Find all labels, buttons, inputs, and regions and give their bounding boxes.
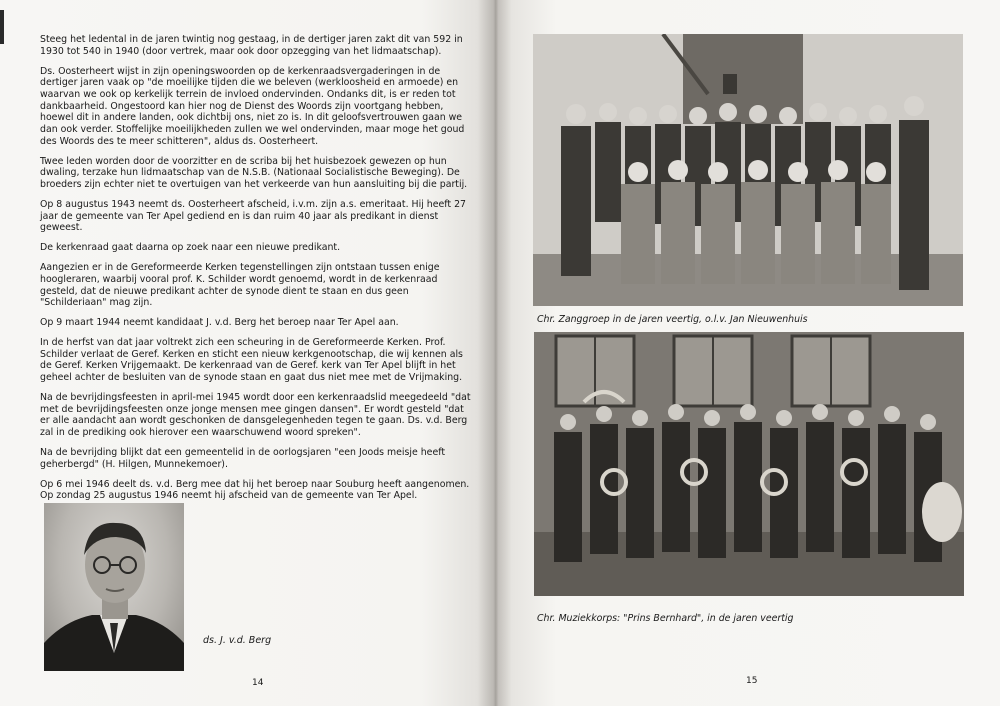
band-photo-caption: Chr. Muziekkorps: "Prins Bernhard", in de jaren veertig xyxy=(537,613,794,624)
page-number-right: 15 xyxy=(746,676,758,686)
paragraph: Ds. Oosterheert wijst in zijn openingswoorden op de kerkenraadsvergaderingen in de dertiger jaren vaak op "de moeilijke tijden die we beleven (werkloosheid en armoede) en waarvan we ook op kerkelijk terrein de invloed ondervinden. Ondanks dit, is er reden tot dankbaarheid. Ongestoord kan hier nog de Dienst des Woords zijn voortgang hebben, hoewel dit in andere landen, ook dichtbij ons, niet zo is. In dit geloofsvertrouwen gaan we dan ook verder. Stoffelijke moeilijkheden zullen we wel ondervinden, maar moge het goud des Woords des te meer schitteren", aldus ds. Oosterheert. xyxy=(40,65,465,147)
paragraph: Op 9 maart 1944 neemt kandidaat J. v.d. Berg het beroep naar Ter Apel aan. xyxy=(40,317,399,329)
paragraph: Na de bevrijding blijkt dat een gemeentelid in de oorlogsjaren "een Joods meisje heeft geherbergd" (H. Hilgen, Munnekemoer). xyxy=(40,447,446,470)
choir-group-photo xyxy=(533,34,963,306)
scan-edge-mark xyxy=(0,10,4,44)
portrait-caption: ds. J. v.d. Berg xyxy=(203,635,272,646)
paragraph: Op 8 augustus 1943 neemt ds. Oosterheert afscheid, i.v.m. zijn a.s. emeritaat. Hij heeft 27 jaar de gemeente van Ter Apel gediend en is dan ruim 40 jaar als predikant in dienst geweest. xyxy=(40,199,466,234)
paragraph: Steeg het ledental in de jaren twintig nog gestaag, in de dertiger jaren zakt dit van 592 in 1930 tot 540 in 1940 (door vertrek, maar ook door opzegging van het lidmaatschap). xyxy=(40,34,463,57)
paragraph: Aangezien er in de Gereformeerde Kerken tegenstellingen zijn ontstaan tussen enige hoogleraren, waarbij vooral prof. K. Schilder wordt genoemd, wordt in de kerkenraad gesteld, dat de nieuwe predikant achter de synode dient te staan en dus geen "Schilderiaan" mag zijn. xyxy=(40,262,440,309)
paragraph: De kerkenraad gaat daarna op zoek naar een nieuwe predikant. xyxy=(40,242,341,254)
brass-band-photo xyxy=(534,332,964,596)
book-spine xyxy=(478,0,512,706)
portrait-photo xyxy=(44,503,184,671)
page-number-left: 14 xyxy=(252,678,264,688)
paragraph: Twee leden worden door de voorzitter en de scriba bij het huisbezoek gewezen op hun dwaling, terzake hun lidmaatschap van de N.S.B. (Nationaal Socialistische Beweging). De broeders zijn echter niet te overtuigen van het verkeerde van hun aansluiting bij die partij. xyxy=(40,155,468,191)
paragraph: Op 6 mei 1946 deelt ds. v.d. Berg mee dat hij het beroep naar Souburg heeft aangenomen. Op zondag 25 augustus 1946 neemt hij afscheid van de gemeente van Ter Apel. xyxy=(40,478,470,502)
paragraph: In de herfst van dat jaar voltrekt zich een scheuring in de Gereformeerde Kerken. Prof. Schilder verlaat de Geref. Kerken en sticht een nieuw kerkgenootschap, die wij kennen als de Geref. Kerken Vrijgemaakt. De kerkenraad van de Geref. kerk van Ter Apel blijft in het geheel achter de besluiten van de synode staan en gaat dus niet mee met de Vrijmaking. xyxy=(40,337,463,384)
paragraph: Na de bevrijdingsfeesten in april-mei 1945 wordt door een kerkenraadslid meegedeeld "dat met de bevrijdingsfeesten onze jonge mensen mee gingen dansen". Er wordt gesteld "dat er alle aandacht aan wordt geschonken de dansgelegenheden tegen te gaan. Ds. v.d. Berg zal in de prediking ook hierover een waarschuwend woord spreken". xyxy=(40,392,471,439)
body-text xyxy=(40,34,472,510)
choir-photo-caption: Chr. Zanggroep in de jaren veertig, o.l.v. Jan Nieuwenhuis xyxy=(537,314,808,325)
